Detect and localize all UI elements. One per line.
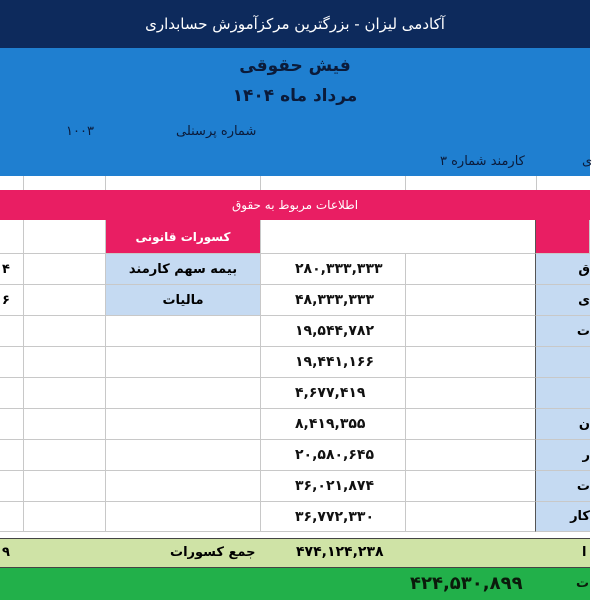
grid-cell	[24, 316, 106, 347]
salary-item-label: ت	[536, 471, 590, 502]
salary-items-header	[536, 220, 590, 254]
grid-cell	[0, 220, 24, 254]
academy-banner	[0, 0, 590, 48]
grid-cell	[406, 409, 536, 440]
salary-item-label: ق	[536, 254, 590, 285]
slip-header	[0, 48, 590, 176]
grid-cell	[24, 254, 106, 285]
salary-item-label	[536, 378, 590, 409]
salary-item-label: ن	[536, 409, 590, 440]
salary-item-label: کار	[536, 502, 590, 532]
spacer-row	[0, 176, 590, 190]
grid-cell	[406, 502, 536, 532]
net-pay-value: ۴۲۴,۵۳۰,۸۹۹	[410, 573, 523, 594]
salary-value: ۱۹,۴۴۱,۱۶۶	[261, 347, 406, 378]
totals-left-fragment: ۹	[2, 545, 10, 560]
personnel-number: ۱۰۰۳	[66, 124, 94, 139]
slip-period: مرداد ماه ۱۴۰۴	[232, 86, 358, 106]
left-fragment-cell	[0, 378, 24, 409]
slip-title: فیش حقوقی	[239, 56, 351, 76]
grid-cell	[106, 502, 261, 532]
grid-cell	[24, 409, 106, 440]
salary-item-label: ت	[536, 316, 590, 347]
left-fragment-cell	[0, 316, 24, 347]
salary-info-bar	[0, 190, 590, 220]
left-fragment-cell: ۶	[0, 285, 24, 316]
grid-cell	[406, 378, 536, 409]
net-pay-row	[0, 568, 590, 600]
salary-value: ۲۸۰,۳۳۳,۳۳۳	[261, 254, 406, 285]
left-fragment-cell	[0, 440, 24, 471]
salary-value: ۴۸,۳۳۳,۳۳۳	[261, 285, 406, 316]
grid-cell	[106, 378, 261, 409]
totals-row	[0, 538, 590, 568]
grid-cell	[24, 285, 106, 316]
grid-cell	[24, 347, 106, 378]
header-right-fragment: ی	[582, 154, 592, 169]
grid-cell	[406, 347, 536, 378]
deduction-item: مالیات	[106, 285, 261, 316]
left-fragment-cell	[0, 347, 24, 378]
personnel-number-label: شماره پرسنلی	[176, 124, 257, 139]
grid-cell	[106, 316, 261, 347]
grid-cell	[24, 471, 106, 502]
deductions-total-label: جمع کسورات	[170, 545, 256, 560]
deduction-item: بیمه سهم کارمند	[106, 254, 261, 285]
left-fragment-cell	[0, 409, 24, 440]
grid-cell	[406, 254, 536, 285]
totals-right-fragment: ا	[582, 545, 587, 560]
salary-item-label	[536, 347, 590, 378]
grid-cell	[106, 409, 261, 440]
salary-value: ۳۶,۰۲۱,۸۷۴	[261, 471, 406, 502]
left-fragment-cell	[0, 502, 24, 532]
salary-value: ۱۹,۵۴۴,۷۸۲	[261, 316, 406, 347]
grid-cell	[106, 347, 261, 378]
salary-item-label: ر	[536, 440, 590, 471]
salary-info-title: اطلاعات مربوط به حقوق	[231, 198, 359, 212]
banner-title: آکادمی لیزان - بزرگترین مرکزآموزش حسابداری	[145, 15, 445, 33]
grid-cell	[24, 440, 106, 471]
left-fragment-cell	[0, 471, 24, 502]
salary-value: ۴,۶۷۷,۴۱۹	[261, 378, 406, 409]
grid-cell	[106, 471, 261, 502]
grid-cell	[406, 316, 536, 347]
deductions-total-value: ۴۷۴,۱۲۴,۲۳۸	[296, 544, 384, 560]
grid-cell	[406, 471, 536, 502]
left-fragment-cell: ۴	[0, 254, 24, 285]
grid-cell	[406, 285, 536, 316]
salary-value: ۳۶,۷۷۲,۳۳۰	[261, 502, 406, 532]
salary-value: ۸,۴۱۹,۳۵۵	[261, 409, 406, 440]
deductions-header: کسورات قانونی	[106, 220, 261, 254]
grid-cell	[106, 440, 261, 471]
net-pay-right-fragment: ت	[576, 576, 590, 591]
grid-cell	[24, 502, 106, 532]
grid-cell	[24, 378, 106, 409]
salary-value: ۲۰,۵۸۰,۶۴۵	[261, 440, 406, 471]
grid-cell	[261, 220, 536, 254]
grid-cell	[24, 220, 106, 254]
employee-name: کارمند شماره ۳	[440, 154, 525, 169]
grid-cell	[406, 440, 536, 471]
salary-item-label: ی	[536, 285, 590, 316]
